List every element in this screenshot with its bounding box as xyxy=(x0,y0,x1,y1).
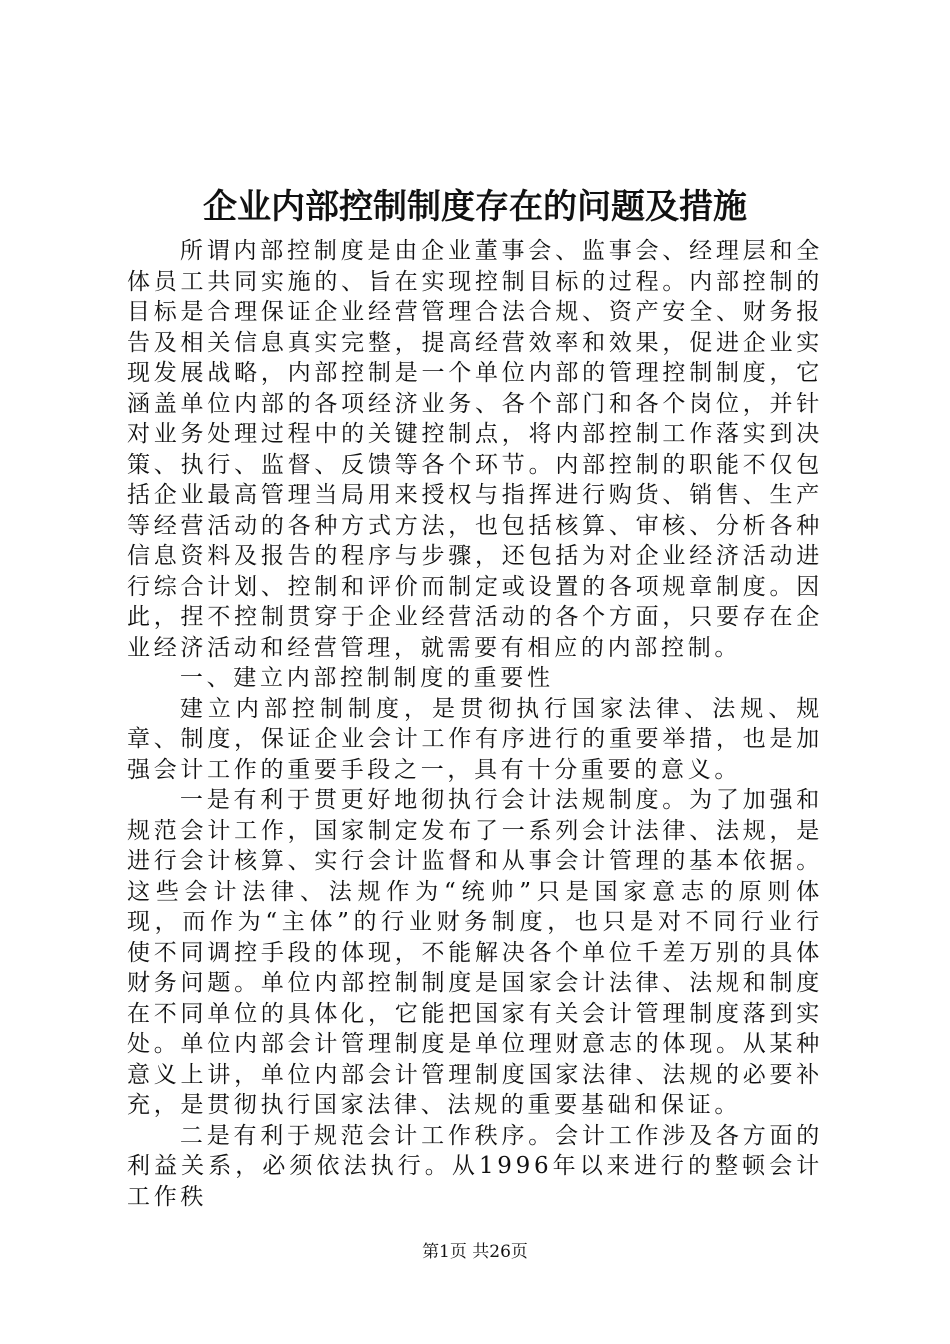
page-number-footer: 第1页 共26页 xyxy=(422,1242,528,1262)
document-body xyxy=(127,236,823,1212)
document-title: 企业内部控制制度存在的问题及措施 xyxy=(203,187,747,227)
paragraph-point-two: 二是有利于规范会计工作秩序。会计工作涉及各方面的利益关系，必须依法执行。从1996年以来进行的整顿会计工作秩 xyxy=(127,1122,823,1210)
paragraph-importance: 建立内部控制制度，是贯彻执行国家法律、法规、规章、制度，保证企业会计工作有序进行的重要举措，也是加强会计工作的重要手段之一，具有十分重要的意义。 xyxy=(127,695,823,783)
section-heading-importance: 一、建立内部控制制度的重要性 xyxy=(179,665,554,691)
paragraph-point-one: 一是有利于贯更好地彻执行会计法规制度。为了加强和规范会计工作，国家制定发布了一系列会计法律、法规，是进行会计核算、实行会计监督和从事会计管理的基本依据。这些会计法律、法规作为“统帅”只是国家意志的原则体现，而作为“主体”的行业财务制度，也只是对不同行业行使不同调控手段的体现，不能解决各个单位千差万别的具体财务问题。单位内部控制制度是国家会计法律、法规和制度在不同单位的具体化，它能把国家有关会计管理制度落到实处。单位内部会计管理制度是单位理财意志的体现。从某种意义上讲，单位内部会计管理制度国家法律、法规的必要补充，是贯彻执行国家法律、法规的重要基础和保证。 xyxy=(127,787,823,1118)
paragraph-intro: 所谓内部控制度是由企业董事会、监事会、经理层和全体员工共同实施的、旨在实现控制目标的过程。内部控制的目标是合理保证企业经营管理合法合规、资产安全、财务报告及相关信息真实完整，提高经营效率和效果，促进企业实现发展战略，内部控制是一个单位内部的管理控制制度，它涵盖单位内部的各项经济业务、各个部门和各个岗位，并针对业务处理过程中的关键控制点，将内部控制工作落实到决策、执行、监督、反馈等各个环节。内部控制的职能不仅包括企业最高管理当局用来授权与指挥进行购货、销售、生产等经营活动的各种方式方法，也包括核算、审核、分析各种信息资料及报告的程序与步骤，还包括为对企业经济活动进行综合计划、控制和评价而制定或设置的各项规章制度。因此，捏不控制贯穿于企业经营活动的各个方面，只要存在企业经济活动和经营管理，就需要有相应的内部控制。 xyxy=(127,238,823,661)
